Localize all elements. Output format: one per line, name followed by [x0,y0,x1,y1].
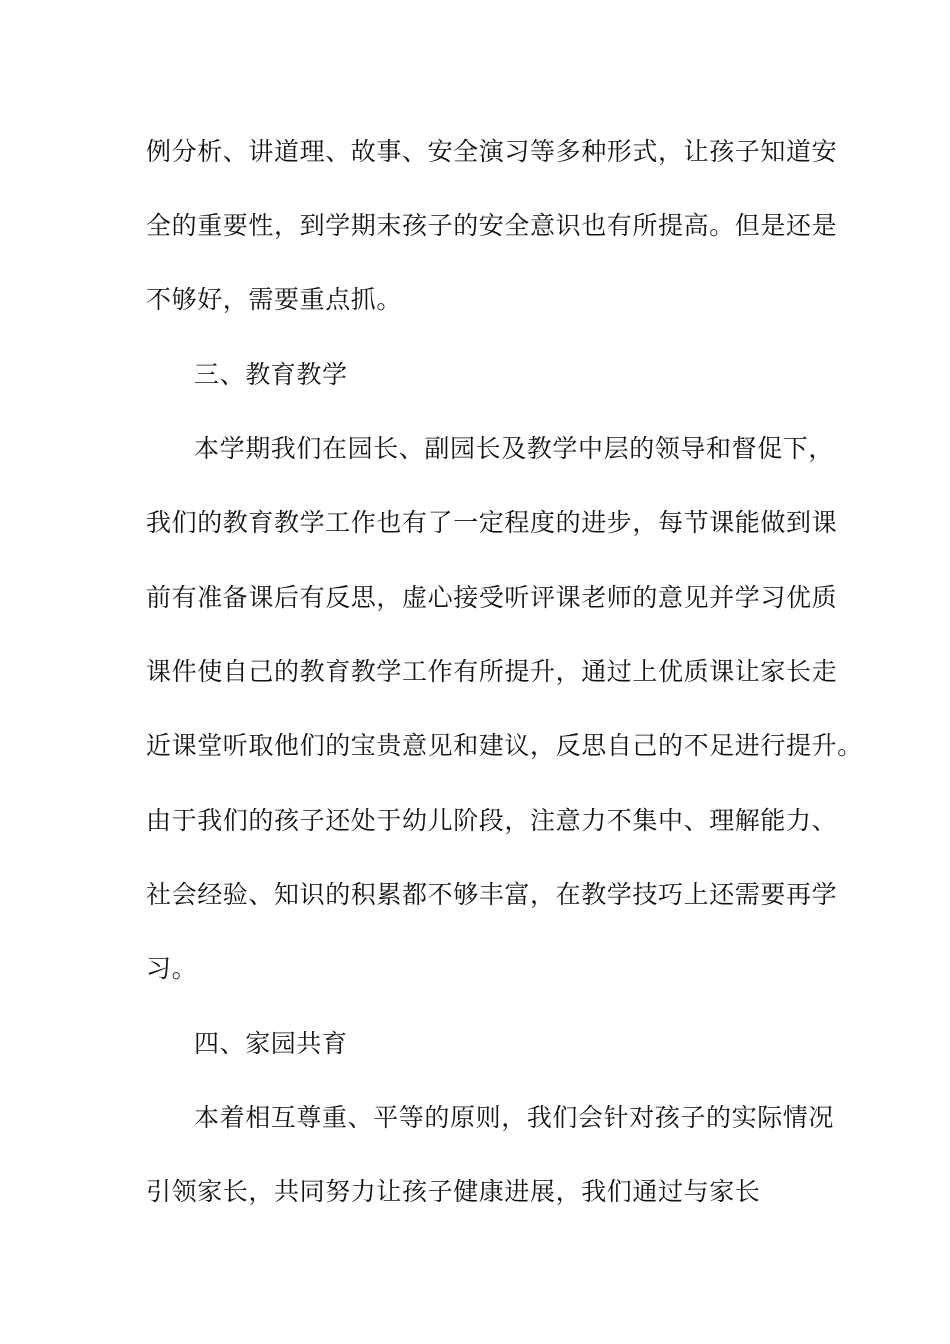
paragraph-line: 不够好，需要重点抓。 [146,285,403,314]
paragraph-line: 本着相互尊重、平等的原则，我们会针对孩子的实际情况 [194,1103,835,1132]
paragraph-line: 近课堂听取他们的宝贵意见和建议，反思自己的不足进行提升。 [146,731,863,760]
paragraph-line: 本学期我们在园长、副园长及教学中层的领导和督促下， [194,434,835,463]
section-heading: 三、教育教学 [194,360,348,389]
paragraph-line: 我们的教育教学工作也有了一定程度的进步，每节课能做到课 [146,508,838,537]
paragraph-line: 前有准备课后有反思，虚心接受听评课老师的意见并学习优质 [146,583,838,612]
paragraph-line: 课件使自己的教育教学工作有所提升，通过上优质课让家长走 [146,657,838,686]
paragraph-line: 例分析、讲道理、故事、安全演习等多种形式，让孩子知道安 [146,137,838,166]
paragraph-line: 习。 [146,954,198,983]
paragraph-line: 引领家长，共同努力让孩子健康进展，我们通过与家长 [146,1177,761,1206]
paragraph-line: 社会经验、知识的积累都不够丰富，在教学技巧上还需要再学 [146,880,838,909]
paragraph-line: 全的重要性，到学期末孩子的安全意识也有所提高。但是还是 [146,211,838,240]
paragraph-line: 由于我们的孩子还处于幼儿阶段，注意力不集中、理解能力、 [146,806,838,835]
section-heading: 四、家园共育 [194,1029,348,1058]
